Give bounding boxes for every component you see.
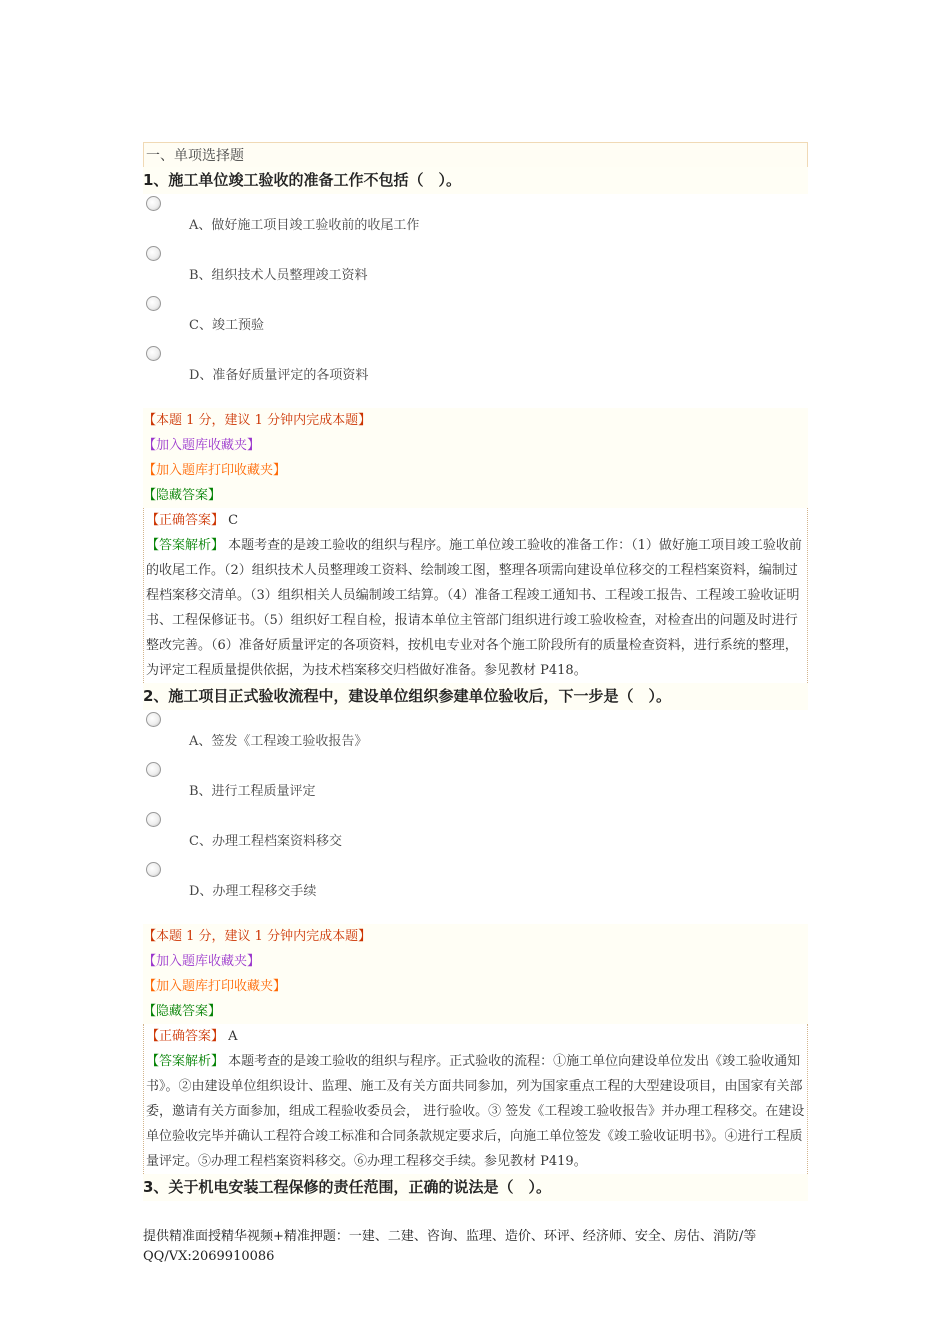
- radio-button[interactable]: [146, 862, 161, 877]
- radio-button[interactable]: [146, 712, 161, 727]
- option-d[interactable]: [143, 344, 808, 394]
- add-favorite-link[interactable]: 【加入题库收藏夹】: [143, 949, 808, 974]
- answer-box: [143, 1024, 808, 1174]
- answer-value: C: [224, 513, 239, 528]
- analysis-label: 【答案解析】: [146, 1054, 225, 1069]
- analysis-text: 本题考查的是竣工验收的组织与程序。正式验收的流程：①施工单位向建设单位发出《竣工验收通知书》。②由建设单位组织设计、监理、施工及有关方面共同参加，列为国家重点工程的大型建设项目，由国家有关部委，邀请有关方面参加，组成工程验收委员会， 进行验收。③ 签发《工程竣工验收报告》并办理工程移交。在建设单位验收完毕并确认工程符合竣工标准和合同条款规定要求后，向施工单位签发《竣工验收证明书》。④进行工程质量评定。⑤办理工程档案资料移交。⑥办理工程移交手续。参见教材 P419。: [146, 1054, 805, 1169]
- question-title: 2、施工项目正式验收流程中，建设单位组织参建单位验收后，下一步是（ ）。: [143, 683, 808, 710]
- add-print-favorite-link[interactable]: 【加入题库打印收藏夹】: [143, 458, 808, 483]
- option-label: A、做好施工项目竣工验收前的收尾工作: [189, 218, 420, 233]
- option-label: A、签发《工程竣工验收报告》: [189, 734, 368, 749]
- answer-value: A: [224, 1029, 238, 1044]
- analysis-label: 【答案解析】: [146, 538, 225, 553]
- answer-analysis: [146, 1049, 807, 1174]
- answer-analysis: [146, 533, 807, 683]
- add-favorite-link[interactable]: 【加入题库收藏夹】: [143, 433, 808, 458]
- option-a[interactable]: [143, 710, 808, 760]
- option-d[interactable]: [143, 860, 808, 910]
- option-label: B、进行工程质量评定: [189, 784, 316, 799]
- option-label: B、组织技术人员整理竣工资料: [189, 268, 368, 283]
- radio-button[interactable]: [146, 196, 161, 211]
- exam-content: [143, 142, 808, 1201]
- option-b[interactable]: [143, 244, 808, 294]
- option-label: C、竣工预验: [189, 318, 264, 333]
- option-c[interactable]: [143, 810, 808, 860]
- option-b[interactable]: [143, 760, 808, 810]
- question-title: 1、施工单位竣工验收的准备工作不包括（ ）。: [143, 167, 808, 194]
- option-label: D、准备好质量评定的各项资料: [189, 368, 369, 383]
- radio-button[interactable]: [146, 762, 161, 777]
- option-a[interactable]: [143, 194, 808, 244]
- radio-button[interactable]: [146, 346, 161, 361]
- correct-answer: [146, 1024, 807, 1049]
- hide-answer-link[interactable]: 【隐藏答案】: [143, 483, 808, 508]
- question-title: 3、关于机电安装工程保修的责任范围，正确的说法是（ ）。: [143, 1174, 808, 1201]
- add-print-favorite-link[interactable]: 【加入题库打印收藏夹】: [143, 974, 808, 999]
- score-info: 【本题 1 分，建议 1 分钟内完成本题】: [143, 924, 808, 949]
- answer-label: 【正确答案】: [146, 1029, 225, 1044]
- radio-button[interactable]: [146, 296, 161, 311]
- option-label: D、办理工程移交手续: [189, 884, 317, 899]
- correct-answer: [146, 508, 807, 533]
- score-info: 【本题 1 分，建议 1 分钟内完成本题】: [143, 408, 808, 433]
- analysis-text: 本题考查的是竣工验收的组织与程序。施工单位竣工验收的准备工作：（1）做好施工项目竣工验收前的收尾工作。（2）组织技术人员整理竣工资料、绘制竣工图，整理各项需向建设单位移交的工程档案资料，编制过程档案移交清单。（3）组织相关人员编制竣工结算。（4）准备工程竣工通知书、工程竣工报告、工程竣工验收证明书、工程保修证书。（5）组织好工程自检，报请本单位主管部门组织进行竣工验收检查，对检查出的问题及时进行整改完善。（6）准备好质量评定的各项资料，按机电专业对各个施工阶段所有的质量检查资料，进行系统的整理，为评定工程质量提供依据，为技术档案移交归档做好准备。参见教材 P418。: [146, 538, 802, 678]
- answer-label: 【正确答案】: [146, 513, 225, 528]
- section-title: 一、单项选择题: [143, 142, 808, 167]
- radio-button[interactable]: [146, 246, 161, 261]
- option-label: C、办理工程档案资料移交: [189, 834, 342, 849]
- hide-answer-link[interactable]: 【隐藏答案】: [143, 999, 808, 1024]
- answer-box: [143, 508, 808, 683]
- radio-button[interactable]: [146, 812, 161, 827]
- option-c[interactable]: [143, 294, 808, 344]
- footer-ad: 提供精准面授精华视频+精准押题：一建、二建、咨询、监理、造价、环评、经济师、安全、房估、消防/等 QQ/VX:2069910086: [143, 1229, 770, 1264]
